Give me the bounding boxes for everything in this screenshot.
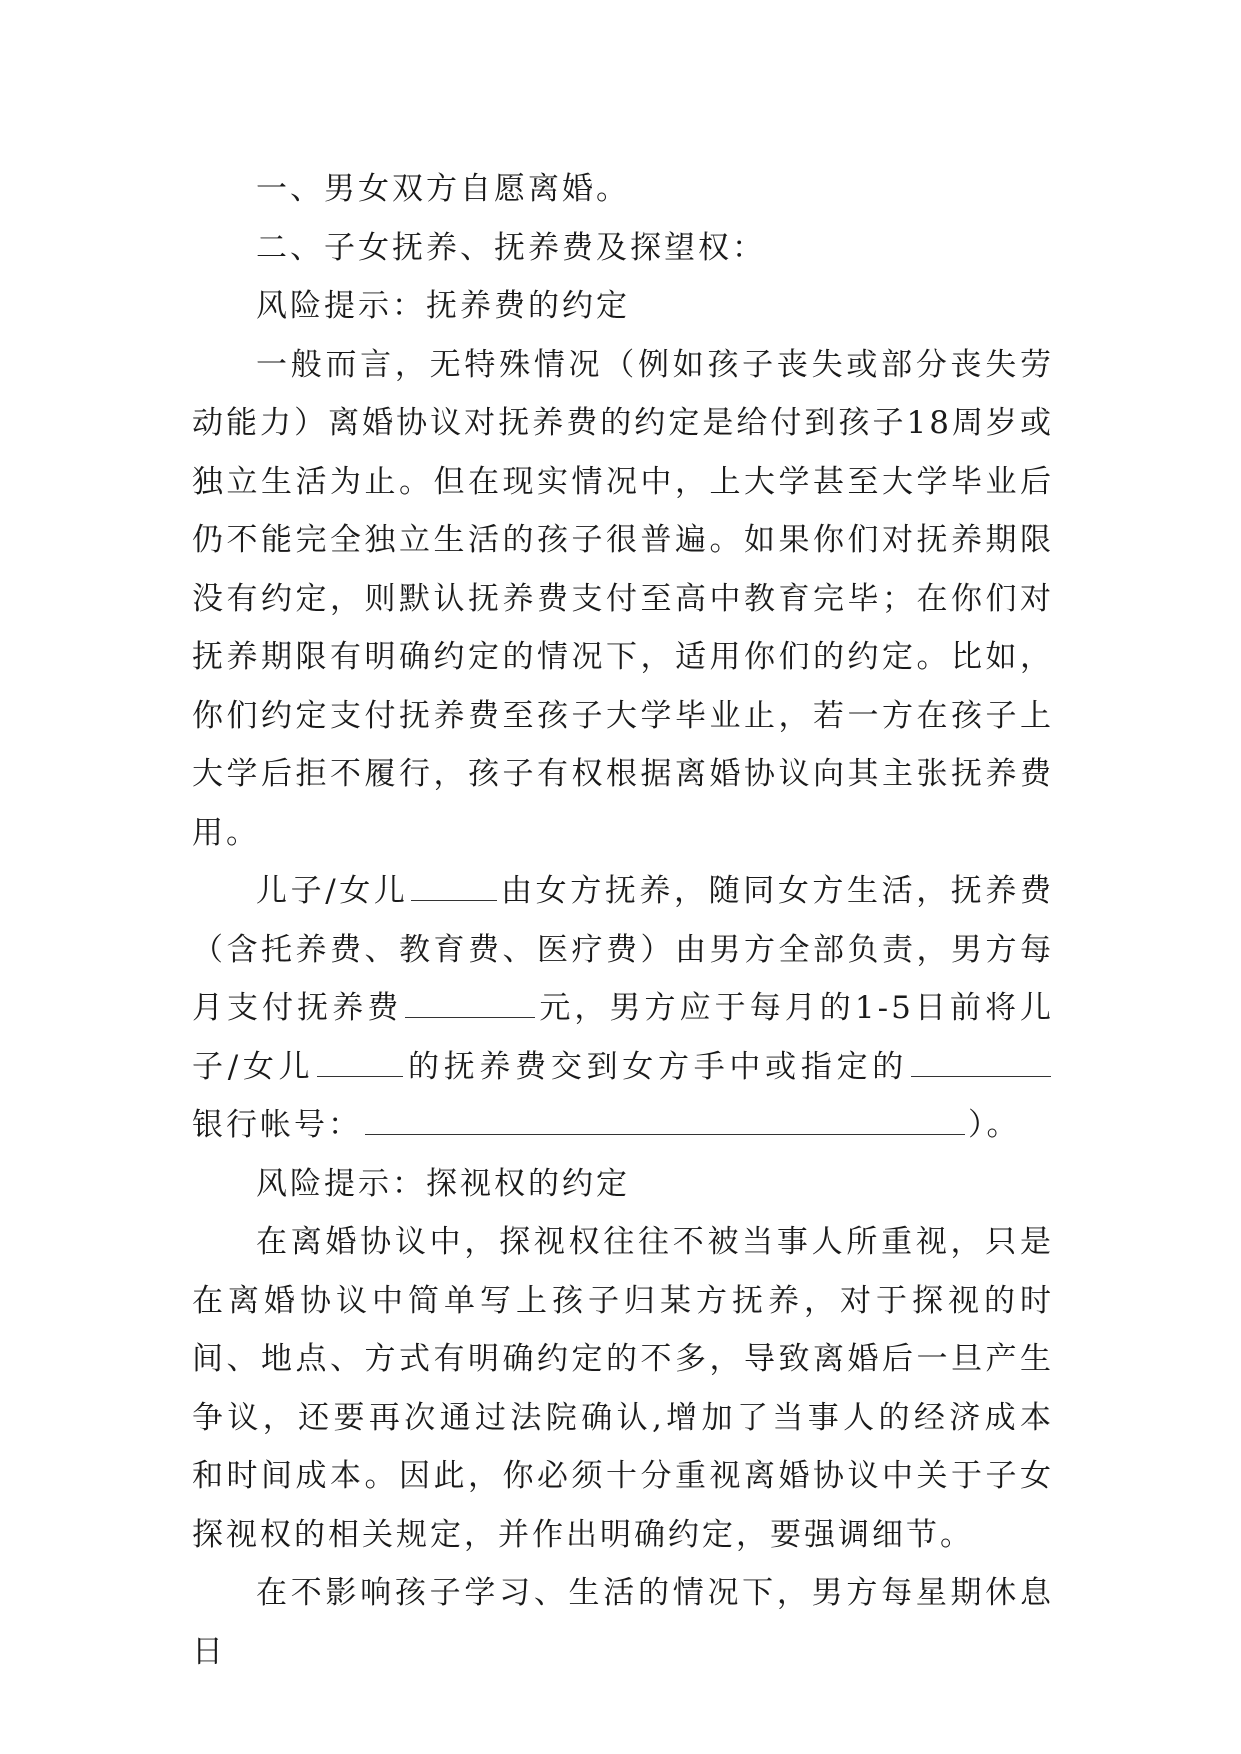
support-amount-blank (405, 984, 535, 1018)
risk-tip-body-visitation: 在离婚协议中，探视权往往不被当事人所重视，只是在离婚协议中简单写上孩子归某方抚养，对于探视的时间、地点、方式有明确约定的不多，导致离婚后一旦产生争议，还要再次通过法院确认,增加了当事人的经济成本和时间成本。因此，你必须十分重视离婚协议中关于子女探视权的相关规定，并作出明确约定，要强调细节。 (192, 1224, 1054, 1553)
child-name-blank-2 (317, 1043, 403, 1077)
custody-clause-text-1: 儿子/女儿 (256, 873, 409, 909)
custody-clause-text-3: 元，男方应于每月的1-5日前将儿子/女儿 (192, 990, 1055, 1085)
child-name-blank (411, 867, 497, 901)
risk-tip-title-visitation: 风险提示：探视权的约定 (256, 1165, 630, 1202)
custody-clause (192, 862, 1054, 1155)
risk-tip-body-support: 一般而言，无特殊情况（例如孩子丧失或部分丧失劳动能力）离婚协议对抚养费的约定是给付到孩子18周岁或独立生活为止。但在现实情况中，上大学甚至大学毕业后仍不能完全独立生活的孩子很普遍。如果你们对抚养期限没有约定，则默认抚养费支付至高中教育完毕；在你们对抚养期限有明确约定的情况下，适用你们的约定。比如，你们约定支付抚养费至孩子大学毕业止，若一方在孩子上大学后拒不履行，孩子有权根据离婚协议向其主张抚养费用。 (192, 346, 1054, 851)
bank-account-blank (365, 1101, 965, 1135)
visitation-clause: 在不影响孩子学习、生活的情况下，男方每星期休息日 (192, 1575, 1054, 1670)
section-2-heading: 二、子女抚养、抚养费及探望权： (256, 229, 766, 266)
custody-clause-text-2: 由女方抚养，随同女方生活，抚养费（含托养费、教育费、医疗费）由男方全部负责，男方每月支付抚养费 (192, 873, 1054, 1026)
section-1-heading: 一、男女双方自愿离婚。 (256, 171, 630, 207)
risk-tip-title-support: 风险提示：抚养费的约定 (256, 288, 630, 324)
custody-clause-text-5: 银行帐号： (192, 1107, 362, 1143)
custody-clause-text-4: 的抚养费交到女方手中或指定的 (406, 1048, 908, 1085)
document-body (192, 160, 1054, 1681)
custody-clause-text-6: ）。 (968, 1107, 1021, 1143)
bank-name-blank (911, 1043, 1051, 1077)
